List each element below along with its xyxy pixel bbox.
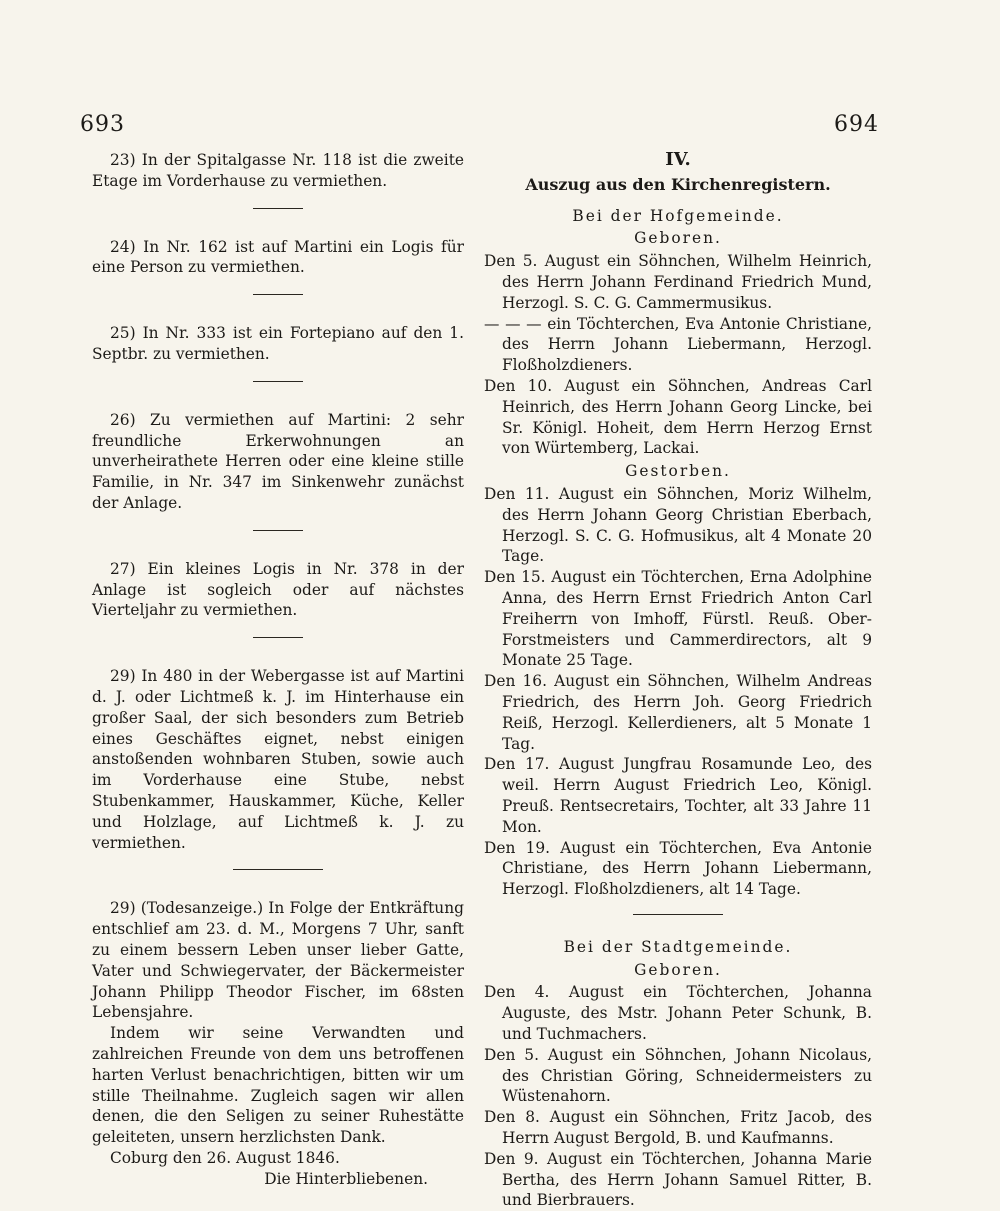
death-notice-paragraph: 29) (Todesanzeige.) In Folge der Entkräftung entschlief am 23. d. M., Morgens 7 Uhr, sanft zu einem bessern Leben unser lieber Gatte, Vater und Schwiegervater, der Bäckermeister Johann Philipp Theodor Fischer, im 68sten Lebensjahre. [92, 899, 464, 1022]
register-entry: Den 5. August ein Söhnchen, Johann Nicolaus, des Christian Göring, Schneidermeisters zu Wüstenahorn. [484, 1045, 872, 1106]
page-number-right: 694 [834, 112, 879, 137]
page-number-left: 693 [80, 112, 125, 137]
ad-25: 25) In Nr. 333 ist ein Fortepiano auf den 1. Septbr. zu vermiethen. [92, 324, 464, 363]
register-entry: Den 15. August ein Töchterchen, Erna Adolphine Anna, des Herrn Ernst Friedrich Anton Carl Freiherrn von Imhoff, Fürstl. Reuß. Ober-Forstmeisters und Cammerdirectors, alt 9 Monate 25 Tage. [484, 568, 872, 670]
separator-rule [253, 294, 303, 295]
left-column [92, 150, 464, 1189]
stadtgemeinde-geboren-heading: Geboren. [634, 960, 722, 979]
register-entry: Den 11. August ein Söhnchen, Moriz Wilhelm, des Herrn Johann Georg Christian Eberbach, Herzogl. S. C. G. Hofmusikus, alt 4 Monate 20 Tage. [484, 484, 872, 566]
section-title: Auszug aus den Kirchenregistern. [525, 174, 831, 194]
separator-rule [253, 637, 303, 638]
separator-rule [253, 381, 303, 382]
separator-rule [253, 208, 303, 209]
death-notice-paragraph: Indem wir seine Verwandten und zahlreichen Freunde von dem uns betroffenen harten Verlust benachrichtigen, bitten wir um stille Theilnahme. Zugleich sagen wir allen denen, die den Seligen zu seiner Ruhestätte geleiteten, unsern herzlichsten Dank. [92, 1024, 464, 1147]
ad-24: 24) In Nr. 162 ist auf Martini ein Logis für eine Person zu vermiethen. [92, 237, 464, 277]
register-entry: Den 10. August ein Söhnchen, Andreas Carl Heinrich, des Herrn Johann Georg Lincke, bei Sr. Königl. Hoheit, dem Herrn Herzog Ernst von Würtemberg, Lackai. [484, 376, 872, 458]
separator-rule [633, 914, 723, 915]
register-entry: Den 5. August ein Söhnchen, Wilhelm Heinrich, des Herrn Johann Ferdinand Friedrich Mund, Herzogl. S. C. G. Cammermusikus. [484, 252, 872, 312]
ad-26: 26) Zu vermiethen auf Martini: 2 sehr freundliche Erkerwohnungen an unverheirathete Herren oder eine kleine stille Familie, in Nr. 347 im Sinkenwehr zunächst der Anlage. [92, 410, 464, 512]
right-column [484, 150, 872, 1211]
register-entry: Den 9. August ein Töchterchen, Johanna Marie Bertha, des Herrn Johann Samuel Ritter, B. und Bierbrauers. [484, 1149, 872, 1210]
death-notice-date: Coburg den 26. August 1846. [110, 1148, 340, 1167]
hofgemeinde-geboren-heading: Geboren. [634, 229, 722, 248]
register-entry: — — — ein Töchterchen, Eva Antonie Christiane, des Herrn Johann Liebermann, Herzogl. Floßholzdieners. [484, 314, 872, 375]
register-entry: Den 16. August ein Söhnchen, Wilhelm Andreas Friedrich, des Herrn Joh. Georg Friedrich Reiß, Herzogl. Kellerdieners, alt 5 Monate 1 Tag. [484, 672, 872, 753]
register-entry: Den 17. August Jungfrau Rosamunde Leo, des weil. Herrn August Friedrich Leo, Königl. Preuß. Rentsecretairs, Tochter, alt 33 Jahre 11 Mon. [484, 755, 872, 836]
stadtgemeinde-heading: Bei der Stadtgemeinde. [563, 937, 793, 956]
register-entry: Den 19. August ein Töchterchen, Eva Antonie Christiane, des Herrn Johann Liebermann, Herzogl. Floßholzdieners, alt 14 Tage. [484, 838, 872, 899]
death-notice-signature: Die Hinterbliebenen. [264, 1169, 428, 1188]
separator-rule [253, 530, 303, 531]
ad-23: 23) In der Spitalgasse Nr. 118 ist die zweite Etage im Vorderhause zu vermiethen. [92, 151, 464, 190]
hofgemeinde-gestorben-heading: Gestorben. [625, 462, 731, 481]
register-entry: Den 4. August ein Töchterchen, Johanna Auguste, des Mstr. Johann Peter Schunk, B. und Tuchmachers. [484, 983, 872, 1044]
ad-27: 27) Ein kleines Logis in Nr. 378 in der Anlage ist sogleich oder auf nächstes Vierteljahr zu vermiethen. [92, 559, 464, 620]
ad-29: 29) In 480 in der Webergasse ist auf Martini d. J. oder Lichtmeß k. J. im Hinterhause ein großer Saal, der sich besonders zum Betrieb eines Geschäftes eignet, nebst einigen anstoßenden wohnbaren Stuben, sowie auch im Vorderhause eine Stube, nebst Stubenkammer, Hauskammer, Küche, Keller und Holzlage, auf Lichtmeß k. J. zu vermiethen. [92, 667, 464, 852]
section-number: IV. [665, 149, 691, 170]
hofgemeinde-heading: Bei der Hofgemeinde. [572, 206, 784, 225]
register-entry: Den 8. August ein Söhnchen, Fritz Jacob, des Herrn August Bergold, B. und Kaufmanns. [484, 1108, 872, 1148]
separator-rule [233, 869, 323, 870]
